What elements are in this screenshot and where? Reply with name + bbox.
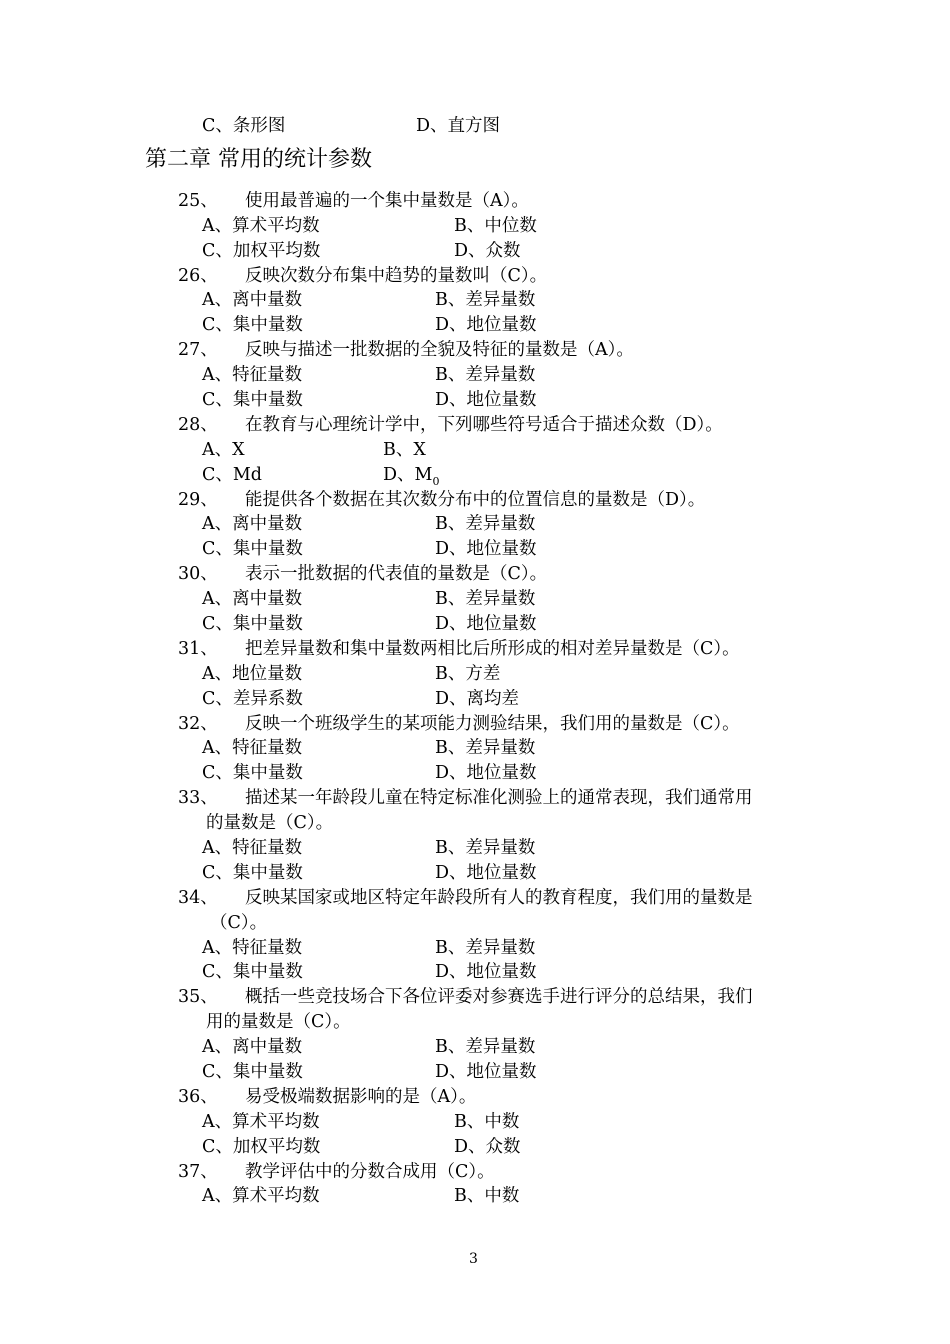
option-b: B、差异量数: [435, 1037, 536, 1057]
option-a: A、离中量数: [202, 1037, 303, 1057]
option-b: B、差异量数: [435, 838, 536, 858]
option-b: B、中位数: [454, 216, 537, 236]
question-text: 表示一批数据的代表值的量数是（C）。: [245, 564, 548, 584]
option-c: C、集中量数: [202, 763, 303, 783]
question-number: 28、: [178, 415, 218, 435]
question-text-continued: 的量数是（C）。: [206, 813, 334, 833]
option-c: C、加权平均数: [202, 1137, 321, 1157]
option-c: C、集中量数: [202, 614, 303, 634]
option-a: A、算术平均数: [202, 1112, 320, 1132]
question-text: 反映某国家或地区特定年龄段所有人的教育程度，我们用的量数是: [245, 888, 753, 908]
question-number: 25、: [178, 191, 218, 211]
question-text: 反映与描述一批数据的全貌及特征的量数是（A）。: [245, 340, 634, 360]
question-number: 26、: [178, 266, 218, 286]
question-text: 能提供各个数据在其次数分布中的位置信息的量数是（D）。: [245, 490, 706, 510]
option-a: A、X: [202, 440, 245, 460]
option-c: C、集中量数: [202, 962, 303, 982]
option-a: A、特征量数: [202, 738, 303, 758]
question-text: 反映一个班级学生的某项能力测验结果，我们用的量数是（C）。: [245, 714, 740, 734]
subscript: 0: [432, 475, 440, 488]
option-c: C、加权平均数: [202, 241, 321, 261]
option-d: D、地位量数: [435, 390, 537, 410]
option-d: D、地位量数: [435, 614, 537, 634]
question-number: 31、: [178, 639, 218, 659]
question-text: 把差异量数和集中量数两相比后所形成的相对差异量数是（C）。: [245, 639, 740, 659]
option-a: A、算术平均数: [202, 216, 320, 236]
option-b: B、方差: [435, 664, 501, 684]
option-a: A、算术平均数: [202, 1186, 320, 1206]
question-number: 36、: [178, 1087, 218, 1107]
top-option-d: D、直方图: [416, 116, 501, 136]
option-b: B、差异量数: [435, 589, 536, 609]
option-a: A、离中量数: [202, 514, 303, 534]
question-number: 33、: [178, 788, 218, 808]
question-text: 描述某一年龄段儿童在特定标准化测验上的通常表现，我们通常用: [245, 788, 753, 808]
option-d: D、地位量数: [435, 962, 537, 982]
option-b: B、X: [383, 440, 426, 460]
question-text: 在教育与心理统计学中，下列哪些符号适合于描述众数（D）。: [245, 415, 723, 435]
chapter-title: 第二章 常用的统计参数: [145, 147, 372, 172]
option-c: C、集中量数: [202, 390, 303, 410]
option-c: C、集中量数: [202, 539, 303, 559]
question-number: 27、: [178, 340, 218, 360]
option-b: B、差异量数: [435, 738, 536, 758]
option-d: D、地位量数: [435, 1062, 537, 1082]
option-b: B、中数: [454, 1186, 520, 1206]
page-number: 3: [469, 1251, 478, 1267]
option-d-text: D、M: [383, 465, 433, 485]
option-a: A、特征量数: [202, 365, 303, 385]
option-d: D、众数: [454, 241, 521, 261]
question-number: 30、: [178, 564, 218, 584]
option-b: B、差异量数: [435, 290, 536, 310]
option-a: A、离中量数: [202, 589, 303, 609]
option-d: D、众数: [454, 1137, 521, 1157]
option-b: B、差异量数: [435, 365, 536, 385]
option-c: C、集中量数: [202, 315, 303, 335]
question-text: 概括一些竞技场合下各位评委对参赛选手进行评分的总结果，我们: [245, 987, 753, 1007]
option-d: D、地位量数: [435, 863, 537, 883]
question-text: 反映次数分布集中趋势的量数叫（C）。: [245, 266, 548, 286]
option-a: A、特征量数: [202, 838, 303, 858]
question-text: 使用最普遍的一个集中量数是（A）。: [245, 191, 529, 211]
question-text: 易受极端数据影响的是（A）。: [245, 1087, 477, 1107]
question-text-continued: （C）。: [210, 913, 268, 933]
option-c: C、集中量数: [202, 863, 303, 883]
option-a: A、地位量数: [202, 664, 303, 684]
option-c: C、差异系数: [202, 689, 303, 709]
top-option-c: C、条形图: [202, 116, 286, 136]
option-b: B、中数: [454, 1112, 520, 1132]
option-d: D、离均差: [435, 689, 520, 709]
option-b: B、差异量数: [435, 514, 536, 534]
option-d: D、地位量数: [435, 315, 537, 335]
question-text: 教学评估中的分数合成用（C）。: [245, 1162, 495, 1182]
option-a: A、特征量数: [202, 938, 303, 958]
question-number: 34、: [178, 888, 218, 908]
question-text-continued: 用的量数是（C）。: [206, 1012, 351, 1032]
question-number: 35、: [178, 987, 218, 1007]
option-a: A、离中量数: [202, 290, 303, 310]
option-d: D、地位量数: [435, 763, 537, 783]
option-d: D、地位量数: [435, 539, 537, 559]
option-c: C、集中量数: [202, 1062, 303, 1082]
question-number: 29、: [178, 490, 218, 510]
option-c: C、Md: [202, 465, 263, 485]
option-b: B、差异量数: [435, 938, 536, 958]
question-number: 37、: [178, 1162, 218, 1182]
question-number: 32、: [178, 714, 218, 734]
